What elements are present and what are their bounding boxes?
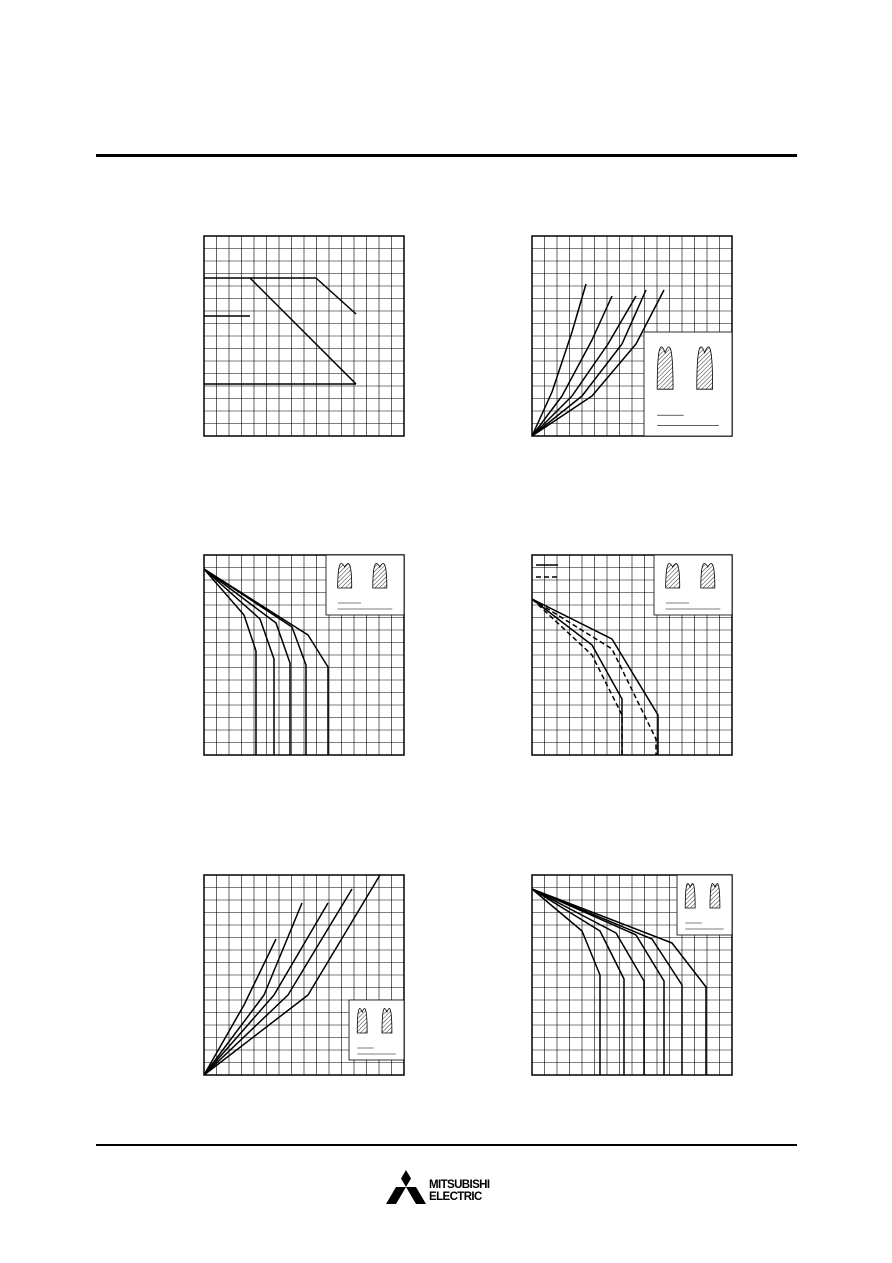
series-line-curve-1 [532, 284, 586, 436]
chart-2 [532, 236, 732, 436]
chart-svg [204, 875, 404, 1075]
half-wave-pulse [373, 564, 387, 588]
series-line-diagonal-1 [250, 278, 356, 384]
chart-svg [204, 555, 404, 755]
footer-rule [96, 1144, 797, 1146]
chart-svg [532, 555, 732, 755]
half-wave-pulse [666, 564, 680, 588]
series-line-dashed-1 [532, 599, 622, 755]
series-line-curve-1 [532, 889, 600, 1075]
series-line-dashed-2 [532, 599, 656, 755]
half-wave-pulse [657, 347, 673, 389]
chart-svg [532, 875, 732, 1075]
half-wave-pulse [357, 1009, 367, 1033]
chart-1 [204, 236, 404, 436]
series-line-curve-2 [204, 569, 274, 755]
legend [536, 565, 558, 577]
series-line-curve-2 [532, 296, 612, 436]
half-wave-pulse [685, 884, 695, 908]
waveform-inset [349, 1000, 404, 1060]
series-line-curve-2 [532, 889, 624, 1075]
three-diamonds-icon [386, 1170, 426, 1206]
half-wave-pulse [710, 884, 720, 908]
waveform-inset [677, 875, 732, 935]
series-line-solid-2 [532, 599, 658, 755]
chart-3 [204, 555, 404, 755]
series-line-curve-4 [204, 889, 352, 1075]
half-wave-pulse [697, 347, 713, 389]
series-line-curve-1 [204, 939, 276, 1075]
waveform-inset [644, 332, 732, 436]
brand-line-2: ELECTRIC [429, 1191, 482, 1203]
chart-6 [532, 875, 732, 1075]
chart-4 [532, 555, 732, 755]
chart-svg [532, 236, 732, 436]
half-wave-pulse [701, 564, 715, 588]
grid [204, 236, 404, 436]
brand-line-1: MITSUBISHI [429, 1179, 490, 1191]
series-line-diagonal-2 [316, 278, 356, 314]
half-wave-pulse [382, 1009, 392, 1033]
half-wave-pulse [338, 564, 352, 588]
header-rule [96, 154, 797, 157]
waveform-inset [326, 555, 404, 615]
waveform-inset [654, 555, 732, 615]
mitsubishi-electric-logo [386, 1170, 510, 1206]
chart-5 [204, 875, 404, 1075]
series-line-solid-1 [532, 599, 622, 755]
series-line-curve-3 [532, 889, 644, 1075]
series-line-curve-5 [204, 569, 328, 755]
chart-svg [204, 236, 404, 436]
